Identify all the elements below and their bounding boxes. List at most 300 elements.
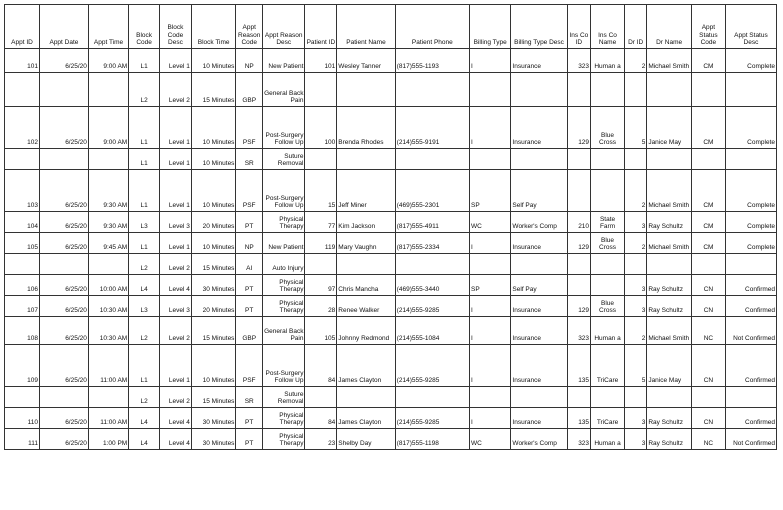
table-cell (470, 149, 511, 170)
table-cell: Level 4 (160, 408, 192, 429)
table-cell: Physical Therapy (262, 212, 304, 233)
table-cell: Level 1 (160, 107, 192, 149)
table-cell: L3 (129, 212, 160, 233)
table-cell: 102 (5, 107, 40, 149)
table-cell (647, 254, 692, 275)
table-cell: 135 (567, 408, 590, 429)
table-cell: 3 (625, 275, 647, 296)
table-cell: (817)555-2334 (395, 233, 469, 254)
table-cell: Level 1 (160, 49, 192, 73)
header-cell: Block Code Desc (160, 5, 192, 49)
table-cell: (214)555-9285 (395, 345, 469, 387)
table-cell: CM (691, 233, 725, 254)
table-cell: Jeff Miner (337, 170, 395, 212)
table-cell (88, 387, 128, 408)
table-body (5, 49, 777, 450)
table-cell: Physical Therapy (262, 429, 304, 450)
table-cell: Ray Schultz (647, 408, 692, 429)
table-cell: L2 (129, 73, 160, 107)
table-cell (511, 387, 567, 408)
table-row (5, 345, 777, 387)
table-cell: PT (236, 408, 263, 429)
table-cell: 323 (567, 317, 590, 345)
table-cell: PT (236, 429, 263, 450)
table-cell: 6/25/20 (40, 408, 89, 429)
table-cell: SR (236, 149, 263, 170)
table-cell: WC (470, 212, 511, 233)
table-cell: Level 3 (160, 212, 192, 233)
table-cell (567, 73, 590, 107)
table-cell: 105 (305, 317, 337, 345)
table-cell: I (470, 317, 511, 345)
table-cell: 3 (625, 212, 647, 233)
table-cell (691, 254, 725, 275)
table-cell: GBP (236, 73, 263, 107)
table-cell (470, 387, 511, 408)
table-cell: (214)555-9285 (395, 408, 469, 429)
table-cell: 30 Minutes (191, 429, 236, 450)
table-cell: I (470, 107, 511, 149)
table-cell (40, 149, 89, 170)
table-cell: Post-Surgery Follow Up (262, 345, 304, 387)
table-cell: 15 Minutes (191, 317, 236, 345)
table-cell: 106 (5, 275, 40, 296)
table-cell: Ray Schultz (647, 429, 692, 450)
table-cell: 30 Minutes (191, 275, 236, 296)
table-cell (691, 149, 725, 170)
table-cell: Level 1 (160, 170, 192, 212)
header-cell: Appt Status Code (691, 5, 725, 49)
table-cell: Ray Schultz (647, 212, 692, 233)
table-cell: 6/25/20 (40, 296, 89, 317)
table-cell: 6/25/20 (40, 233, 89, 254)
table-cell (647, 387, 692, 408)
table-cell: 129 (567, 233, 590, 254)
table-cell: L4 (129, 429, 160, 450)
table-cell (625, 73, 647, 107)
table-cell: Suture Removal (262, 387, 304, 408)
header-cell: Dr Name (647, 5, 692, 49)
table-cell: TriCare (591, 345, 625, 387)
table-cell: Level 2 (160, 317, 192, 345)
table-cell: 105 (5, 233, 40, 254)
table-row (5, 275, 777, 296)
table-cell (591, 387, 625, 408)
table-cell: CN (691, 296, 725, 317)
table-cell: I (470, 345, 511, 387)
table-cell: Blue Cross (591, 233, 625, 254)
header-cell: Appt Status Desc (725, 5, 776, 49)
table-cell: Insurance (511, 408, 567, 429)
table-cell: 15 Minutes (191, 254, 236, 275)
table-cell: L4 (129, 408, 160, 429)
table-row (5, 149, 777, 170)
table-cell: 129 (567, 296, 590, 317)
table-cell: I (470, 296, 511, 317)
table-cell: (214)555-1084 (395, 317, 469, 345)
table-cell: CN (691, 275, 725, 296)
appointments-sheet (4, 4, 777, 450)
table-cell: Post-Surgery Follow Up (262, 170, 304, 212)
header-cell: Appt Reason Code (236, 5, 263, 49)
table-cell: L2 (129, 387, 160, 408)
table-cell: (469)555-3440 (395, 275, 469, 296)
table-cell (725, 387, 776, 408)
table-cell: General Back Pain (262, 73, 304, 107)
table-cell: L1 (129, 107, 160, 149)
table-cell (305, 73, 337, 107)
table-cell: SR (236, 387, 263, 408)
table-cell: 20 Minutes (191, 296, 236, 317)
table-cell: I (470, 49, 511, 73)
table-cell: 3 (625, 408, 647, 429)
table-cell: Johnny Redmond (337, 317, 395, 345)
table-cell: Level 1 (160, 233, 192, 254)
table-cell: L2 (129, 254, 160, 275)
table-cell: 10:30 AM (88, 296, 128, 317)
table-cell: 3 (625, 429, 647, 450)
table-cell: 103 (5, 170, 40, 212)
table-cell: PT (236, 275, 263, 296)
header-cell: Billing Type (470, 5, 511, 49)
table-cell: PT (236, 212, 263, 233)
table-cell: Complete (725, 212, 776, 233)
table-cell: Confirmed (725, 275, 776, 296)
table-row (5, 170, 777, 212)
table-cell: 100 (305, 107, 337, 149)
table-cell: 15 Minutes (191, 73, 236, 107)
table-cell: Insurance (511, 49, 567, 73)
table-cell (395, 149, 469, 170)
table-cell: Human a (591, 429, 625, 450)
table-cell: State Farm (591, 212, 625, 233)
table-cell (395, 254, 469, 275)
table-cell (511, 149, 567, 170)
table-cell: I (470, 408, 511, 429)
table-cell: 111 (5, 429, 40, 450)
table-cell: Level 2 (160, 254, 192, 275)
table-cell: Insurance (511, 317, 567, 345)
table-cell: Janice May (647, 345, 692, 387)
table-row (5, 233, 777, 254)
table-cell: Auto Injury (262, 254, 304, 275)
table-cell: 15 Minutes (191, 387, 236, 408)
table-cell: 107 (5, 296, 40, 317)
table-cell (691, 73, 725, 107)
table-cell: (469)555-2301 (395, 170, 469, 212)
table-cell (511, 254, 567, 275)
header-cell: Ins Co Name (591, 5, 625, 49)
table-cell: James Clayton (337, 345, 395, 387)
table-cell: 30 Minutes (191, 408, 236, 429)
table-cell: 2 (625, 170, 647, 212)
table-cell: 10:30 AM (88, 317, 128, 345)
table-cell (5, 254, 40, 275)
table-cell (591, 254, 625, 275)
table-cell: Wesley Tanner (337, 49, 395, 73)
table-cell: Chris Mancha (337, 275, 395, 296)
table-cell: Confirmed (725, 296, 776, 317)
table-cell (625, 387, 647, 408)
table-cell (5, 73, 40, 107)
table-cell: 10 Minutes (191, 233, 236, 254)
table-cell: Level 1 (160, 345, 192, 387)
table-cell: Post-Surgery Follow Up (262, 107, 304, 149)
table-cell (567, 254, 590, 275)
table-cell (88, 149, 128, 170)
table-cell: Michael Smith (647, 49, 692, 73)
table-cell (337, 73, 395, 107)
table-cell: 6/25/20 (40, 107, 89, 149)
table-cell: L4 (129, 275, 160, 296)
table-cell: 10 Minutes (191, 149, 236, 170)
table-cell (591, 149, 625, 170)
table-row (5, 408, 777, 429)
appointments-table (4, 4, 777, 450)
table-cell: 6/25/20 (40, 317, 89, 345)
table-cell: WC (470, 429, 511, 450)
table-cell: Kim Jackson (337, 212, 395, 233)
table-cell: 119 (305, 233, 337, 254)
table-cell: CM (691, 49, 725, 73)
table-row (5, 387, 777, 408)
table-cell: 20 Minutes (191, 212, 236, 233)
table-cell: 323 (567, 49, 590, 73)
header-cell: Patient ID (305, 5, 337, 49)
table-cell (625, 149, 647, 170)
table-cell: Level 1 (160, 149, 192, 170)
table-cell (470, 254, 511, 275)
table-cell: 9:00 AM (88, 107, 128, 149)
header-cell: Block Code (129, 5, 160, 49)
table-cell (591, 275, 625, 296)
table-cell: Blue Cross (591, 296, 625, 317)
table-cell (305, 387, 337, 408)
table-cell (337, 254, 395, 275)
table-cell: 11:00 AM (88, 345, 128, 387)
table-cell: Self Pay (511, 275, 567, 296)
table-cell: 10:00 AM (88, 275, 128, 296)
table-cell (395, 73, 469, 107)
table-cell: Brenda Rhodes (337, 107, 395, 149)
table-cell: NC (691, 317, 725, 345)
header-cell: Appt Reason Desc (262, 5, 304, 49)
table-cell (725, 149, 776, 170)
table-cell: I (470, 233, 511, 254)
header-cell: Appt ID (5, 5, 40, 49)
table-cell: CN (691, 345, 725, 387)
table-cell: Michael Smith (647, 317, 692, 345)
table-cell: Worker's Comp (511, 429, 567, 450)
table-cell (88, 254, 128, 275)
table-cell: 3 (625, 296, 647, 317)
table-cell: CN (691, 408, 725, 429)
table-cell: 9:45 AM (88, 233, 128, 254)
table-cell: Level 4 (160, 429, 192, 450)
table-cell (5, 387, 40, 408)
table-cell: Level 3 (160, 296, 192, 317)
table-cell (511, 73, 567, 107)
table-cell (725, 73, 776, 107)
table-cell (395, 387, 469, 408)
table-cell: (817)555-4911 (395, 212, 469, 233)
table-cell: Complete (725, 233, 776, 254)
table-cell: CM (691, 107, 725, 149)
table-cell: 110 (5, 408, 40, 429)
table-cell: L1 (129, 49, 160, 73)
table-row (5, 107, 777, 149)
table-cell: 6/25/20 (40, 212, 89, 233)
table-cell: 84 (305, 345, 337, 387)
table-cell: 9:00 AM (88, 49, 128, 73)
table-cell: AI (236, 254, 263, 275)
table-cell: NP (236, 49, 263, 73)
table-cell: Janice May (647, 107, 692, 149)
table-cell: 11:00 AM (88, 408, 128, 429)
table-cell: SP (470, 275, 511, 296)
table-row (5, 296, 777, 317)
table-cell (591, 170, 625, 212)
table-cell: L1 (129, 149, 160, 170)
table-cell: James Clayton (337, 408, 395, 429)
header-cell: Appt Time (88, 5, 128, 49)
table-cell: 10 Minutes (191, 49, 236, 73)
table-cell: 1:00 PM (88, 429, 128, 450)
table-cell: Complete (725, 170, 776, 212)
table-cell: 5 (625, 345, 647, 387)
table-cell: L1 (129, 170, 160, 212)
table-cell (40, 254, 89, 275)
table-cell: 101 (305, 49, 337, 73)
table-cell: 135 (567, 345, 590, 387)
table-cell: Level 4 (160, 275, 192, 296)
table-cell (567, 387, 590, 408)
table-cell: Physical Therapy (262, 408, 304, 429)
table-cell: Ray Schultz (647, 296, 692, 317)
header-cell: Dr ID (625, 5, 647, 49)
table-cell: Insurance (511, 345, 567, 387)
table-cell (337, 149, 395, 170)
table-cell (305, 149, 337, 170)
table-cell: (817)555-1198 (395, 429, 469, 450)
table-row (5, 73, 777, 107)
table-cell (337, 387, 395, 408)
table-cell (647, 73, 692, 107)
header-cell: Block Time (191, 5, 236, 49)
table-cell: 5 (625, 107, 647, 149)
table-cell: PT (236, 296, 263, 317)
table-cell: 77 (305, 212, 337, 233)
table-cell: 9:30 AM (88, 212, 128, 233)
table-cell (725, 254, 776, 275)
table-cell: PSF (236, 170, 263, 212)
table-cell: L3 (129, 296, 160, 317)
table-cell: Level 2 (160, 387, 192, 408)
table-cell: 109 (5, 345, 40, 387)
table-cell: SP (470, 170, 511, 212)
table-cell: Human a (591, 49, 625, 73)
table-cell: Confirmed (725, 345, 776, 387)
table-row (5, 429, 777, 450)
table-cell (88, 73, 128, 107)
table-cell (40, 387, 89, 408)
table-cell: Ray Schultz (647, 275, 692, 296)
table-cell: 9:30 AM (88, 170, 128, 212)
table-cell (5, 149, 40, 170)
table-cell: 104 (5, 212, 40, 233)
table-cell: NP (236, 233, 263, 254)
table-cell: 6/25/20 (40, 345, 89, 387)
table-cell: 6/25/20 (40, 49, 89, 73)
table-cell: 84 (305, 408, 337, 429)
table-cell: 28 (305, 296, 337, 317)
table-cell: (214)555-9285 (395, 296, 469, 317)
table-row (5, 49, 777, 73)
table-cell: 15 (305, 170, 337, 212)
table-cell: Complete (725, 107, 776, 149)
header-cell: Ins Co ID (567, 5, 590, 49)
table-cell: Level 2 (160, 73, 192, 107)
table-cell: L2 (129, 317, 160, 345)
table-cell: 2 (625, 233, 647, 254)
table-cell (305, 254, 337, 275)
table-cell: Physical Therapy (262, 275, 304, 296)
table-cell: New Patient (262, 49, 304, 73)
table-row (5, 254, 777, 275)
table-cell: TriCare (591, 408, 625, 429)
table-cell: (214)555-9191 (395, 107, 469, 149)
table-cell: 10 Minutes (191, 107, 236, 149)
table-cell: Self Pay (511, 170, 567, 212)
table-cell: NC (691, 429, 725, 450)
header-cell: Patient Name (337, 5, 395, 49)
table-cell (567, 275, 590, 296)
table-cell: Michael Smith (647, 233, 692, 254)
table-cell: 6/25/20 (40, 429, 89, 450)
table-cell: L1 (129, 233, 160, 254)
table-cell: Not Confirmed (725, 429, 776, 450)
table-cell: General Back Pain (262, 317, 304, 345)
table-cell: 2 (625, 317, 647, 345)
table-cell (691, 387, 725, 408)
table-cell: Confirmed (725, 408, 776, 429)
table-cell (591, 73, 625, 107)
table-cell: 10 Minutes (191, 345, 236, 387)
table-cell (567, 170, 590, 212)
table-cell: 10 Minutes (191, 170, 236, 212)
table-cell: Shelby Day (337, 429, 395, 450)
table-cell: Suture Removal (262, 149, 304, 170)
header-cell: Billing Type Desc (511, 5, 567, 49)
table-cell: New Patient (262, 233, 304, 254)
table-cell: Insurance (511, 107, 567, 149)
table-cell: Renee Walker (337, 296, 395, 317)
table-cell (567, 149, 590, 170)
table-row (5, 317, 777, 345)
table-cell (625, 254, 647, 275)
table-row (5, 212, 777, 233)
table-cell (40, 73, 89, 107)
table-cell: 210 (567, 212, 590, 233)
table-cell: 23 (305, 429, 337, 450)
header-row (5, 5, 777, 49)
table-cell: Worker's Comp (511, 212, 567, 233)
table-cell: GBP (236, 317, 263, 345)
table-cell: 101 (5, 49, 40, 73)
header-cell: Appt Date (40, 5, 89, 49)
table-cell: 323 (567, 429, 590, 450)
table-cell: Blue Cross (591, 107, 625, 149)
